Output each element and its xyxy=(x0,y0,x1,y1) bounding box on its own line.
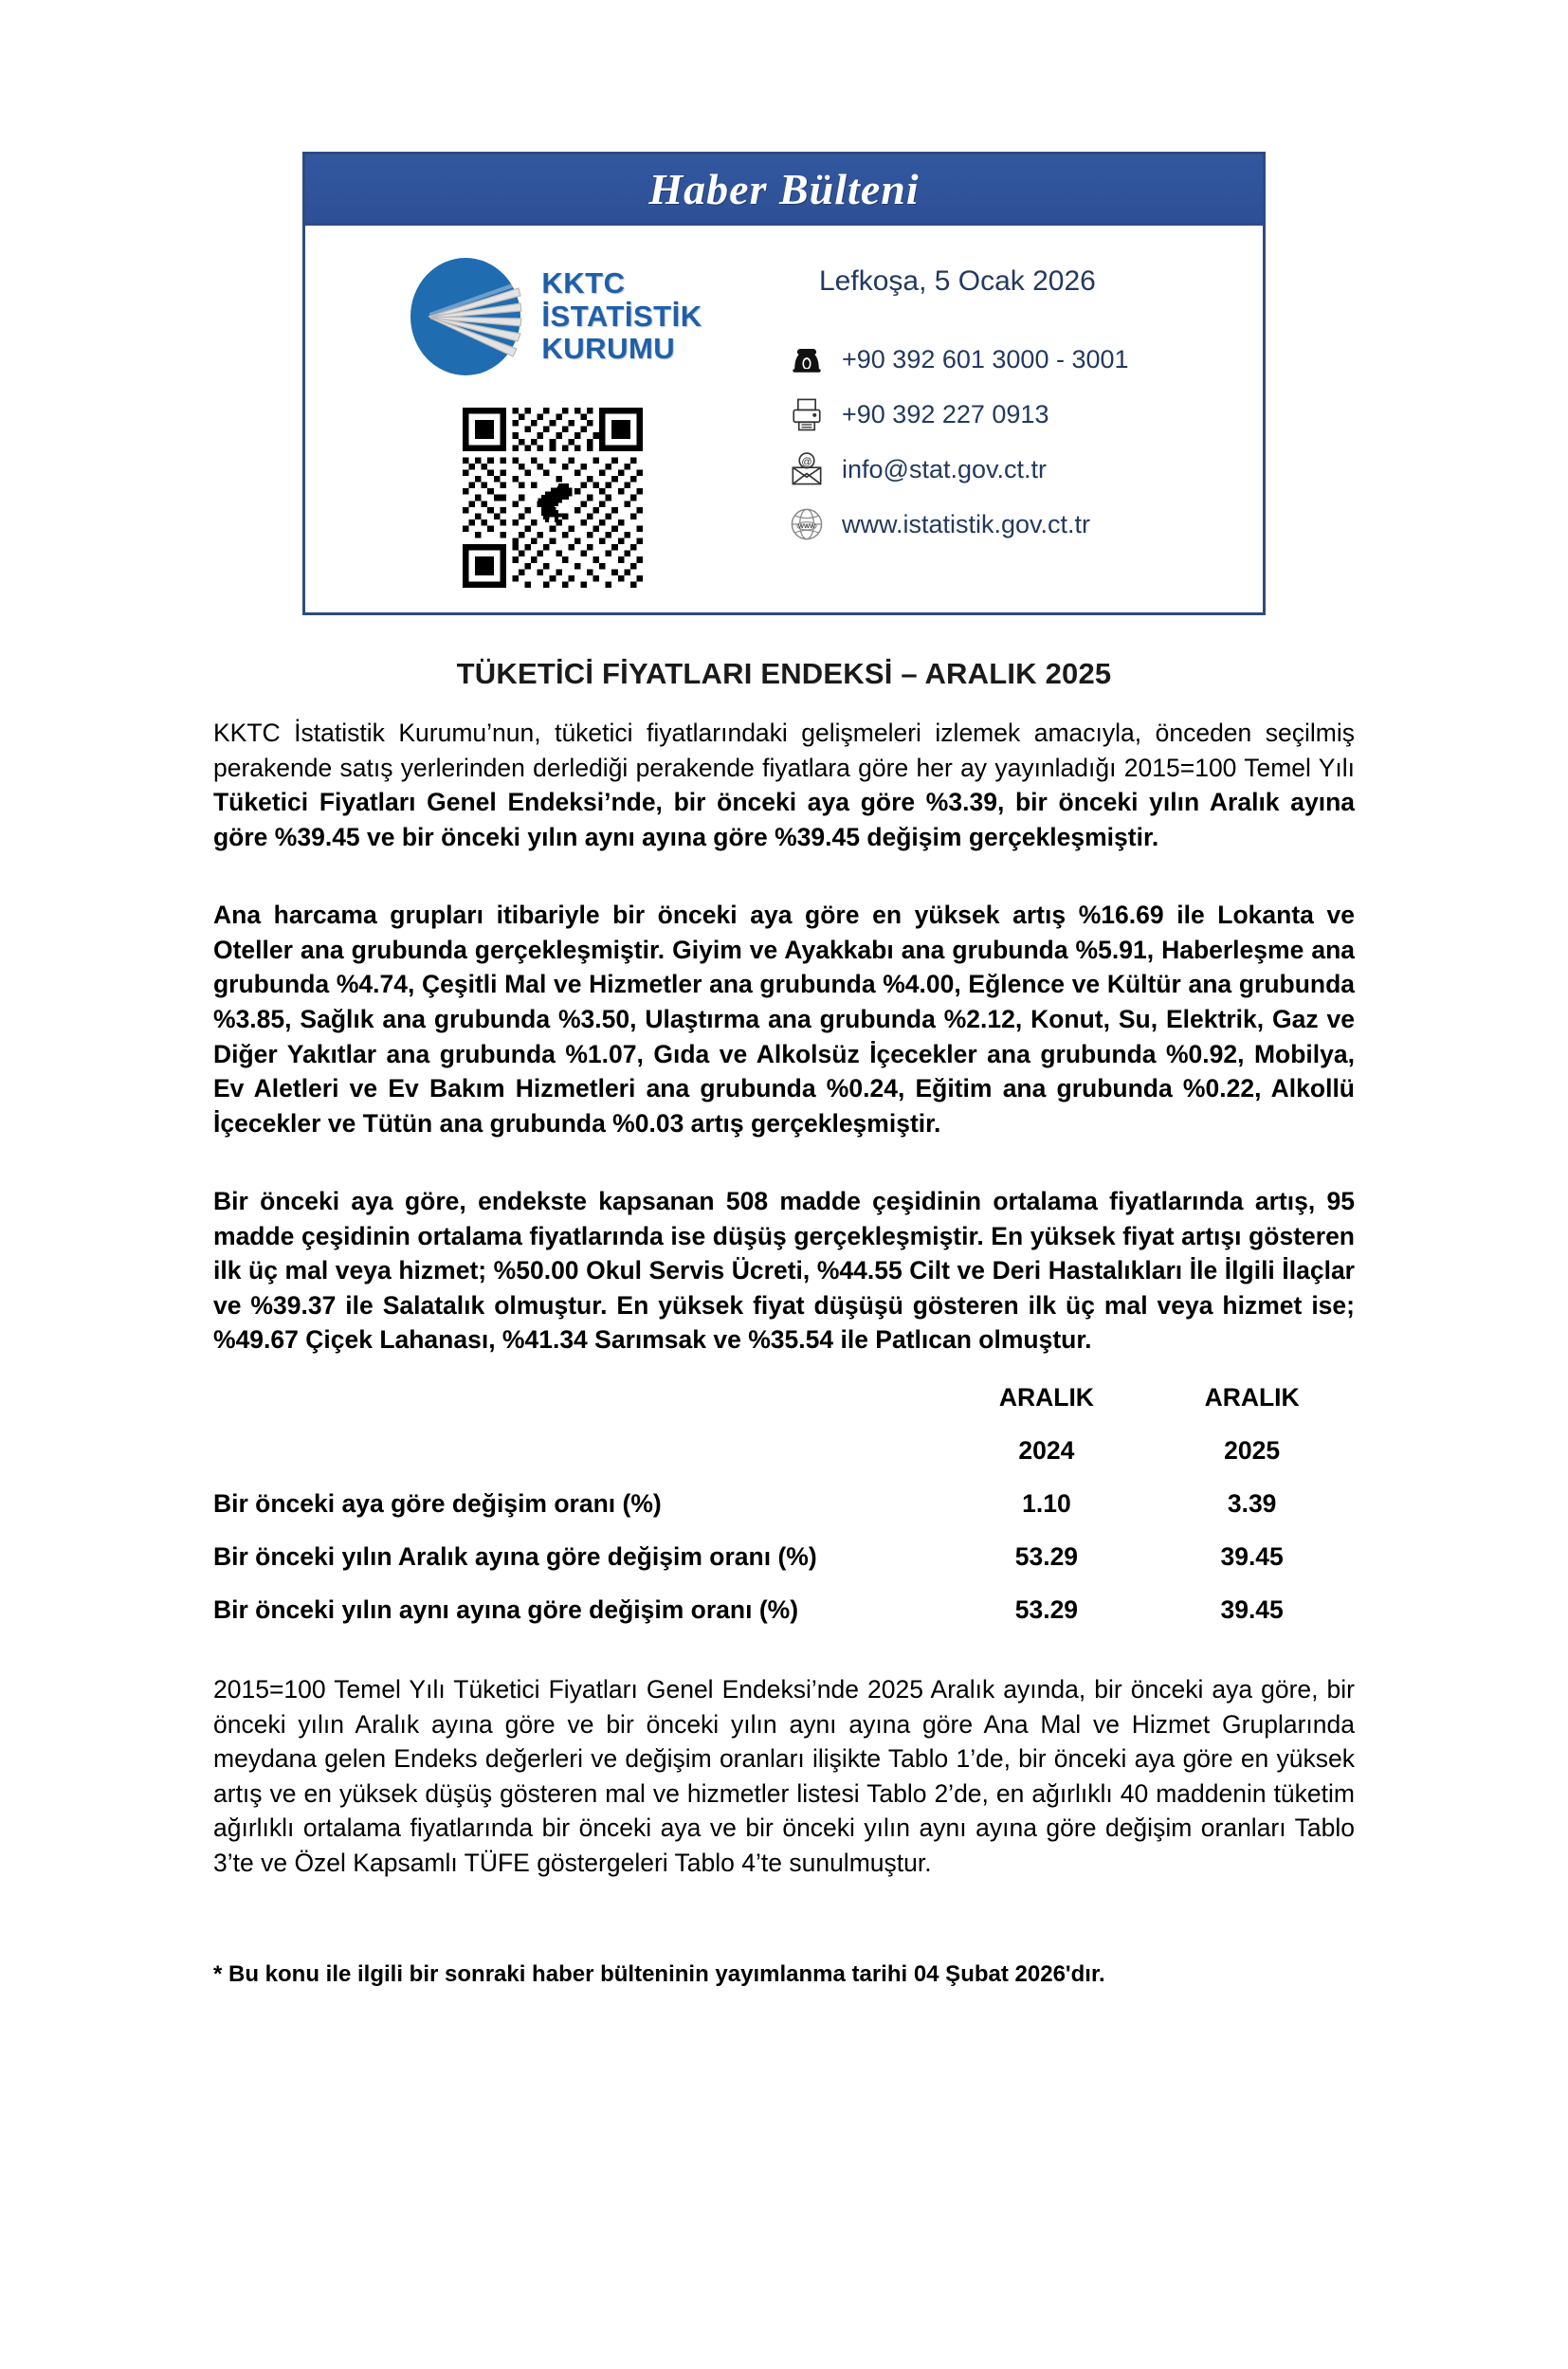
place-and-date: Lefkoşa, 5 Ocak 2026 xyxy=(819,265,1096,297)
contact-email xyxy=(785,447,1238,491)
row-value-2024: 53.29 xyxy=(1014,1595,1079,1624)
spacer xyxy=(213,1880,1355,1923)
header-right-column xyxy=(775,248,1238,588)
logo-wordmark xyxy=(541,267,702,366)
table-header-row-month xyxy=(213,1369,1355,1416)
header-year-2025: 2025 xyxy=(1224,1436,1281,1465)
table-row xyxy=(213,1522,1355,1576)
paragraph-main-groups: Ana harcama grupları itibariyle bir önceki aya göre en yüksek artış %16.69 ile Lokanta ve Oteller ana grubunda gerçekleşmiştir. Giyim ve Ayakkabı ana grubunda %5.91, Haberleşme ana grubunda %4.74, Çeşitli Mal ve Hizmetler ana grubunda %4.00, Eğlence ve Kültür ana grubunda %3.85, Sağlık ana grubunda %3.50, Ulaştırma ana grubunda %2.12, Konut, Su, Elektrik, Gaz ve Diğer Yakıtlar ana grubunda %1.07, Gıda ve Alkolsüz İçecekler ana grubunda %0.92, Mobilya, Ev Aletleri ve Ev Bakım Hizmetleri ana grubunda %0.24, Eğitim ana grubunda %0.22, Alkollü İçecekler ve Tütün ana grubunda %0.03 artış gerçekleşmiştir. xyxy=(213,901,1355,1138)
paragraph-intro-plain: KKTC İstatistik Kurumu’nun, tüketici fiyatlarındaki gelişmeleri izlemek amacıyla, önceden seçilmiş perakende satış yerlerinden derlediği perakende fiyatlara göre her ay yayınladığı 2015=100 Temel Yılı xyxy=(213,719,1355,782)
header-blank-1 xyxy=(213,1369,944,1416)
globe-www-icon xyxy=(785,502,829,546)
logo-line-kktc: KKTC xyxy=(541,265,626,300)
table-head xyxy=(213,1369,1355,1469)
spacer xyxy=(213,1923,1355,1961)
change-rates-table xyxy=(213,1369,1355,1629)
paragraph-item-extremes: Bir önceki aya göre, endekste kapsanan 508 madde çeşidinin ortalama fiyatlarında artış, 95 madde çeşidinin ortalama fiyatlarında ise düşüş gerçekleşmiştir. En yüksek fiyat artışı gösteren ilk üç mal veya hizmet; %50.00 Okul Servis Ücreti, %44.55 Cilt ve Deri Hastalıkları İle İlgili İlaçlar ve %39.37 ile Salatalık olmuştur. En yüksek fiyat düşüşü gösteren ilk üç mal veya hizmet ise; %49.67 Çiçek Lahanası, %41.34 Sarımsak ve %35.54 ile Patlıcan olmuştur. xyxy=(213,1187,1355,1355)
phone-number: +90 392 601 3000 - 3001 xyxy=(842,344,1129,374)
contact-fax xyxy=(785,392,1238,436)
row-value-2025: 3.39 xyxy=(1227,1489,1277,1518)
logo-line-istatistik: İSTATİSTİK xyxy=(541,299,702,333)
phone-icon xyxy=(785,337,829,381)
header-body xyxy=(305,226,1263,612)
header-year-2024: 2024 xyxy=(1018,1436,1075,1465)
page-title: TÜKETİCİ FİYATLARI ENDEKSİ – ARALIK 2025 xyxy=(456,657,1112,690)
paragraph-tables-reference: 2015=100 Temel Yılı Tüketici Fiyatları Genel Endeksi’nde 2025 Aralık ayında, bir önceki aya göre, bir önceki yılın Aralık ayına göre ve bir önceki yılın aynı ayına göre Ana Mal ve Hizmet Gruplarında meydana gelen Endeks değerleri ve değişim oranları ilişikte Tablo 1’de, bir önceki aya göre en yüksek artış ve en yüksek düşüş gösteren mal ve hizmetler listesi Tablo 2’de, en ağırlıklı 40 maddenin tüketim ağırlıklı ortalama fiyatlarında bir önceki aya ve bir önceki yılın aynı ayına göre değişim oranları Tablo 3’te ve Özel Kapsamlı TÜFE göstergeleri Tablo 4’te sunulmuştur. xyxy=(213,1675,1355,1877)
table-row xyxy=(213,1576,1355,1629)
table-header-row-year xyxy=(213,1416,1355,1469)
header-banner xyxy=(305,155,1263,226)
bulletin-page xyxy=(0,152,1568,2369)
fax-number: +90 392 227 0913 xyxy=(842,399,1049,428)
qr-code-icon[interactable] xyxy=(463,408,643,588)
bulletin-header-card xyxy=(302,152,1266,615)
row-label: Bir önceki aya göre değişim oranı (%) xyxy=(213,1489,662,1518)
header-left-column xyxy=(330,248,775,588)
email-envelope-icon xyxy=(785,447,829,491)
kktc-statistics-fan-logo-icon xyxy=(403,254,528,379)
contact-phone xyxy=(785,337,1238,381)
row-value-2024: 53.29 xyxy=(1014,1542,1079,1571)
organization-logo xyxy=(403,254,702,379)
paragraph-intro-emphasis: Tüketici Fiyatları Genel Endeksi’nde, bir önceki aya göre %3.39, bir önceki yılın Aralık ayına göre %39.45 ve bir önceki yılın aynı ayına göre %39.45 değişim gerçekleşmiştir. xyxy=(213,788,1355,851)
fax-printer-icon xyxy=(785,392,829,436)
svg-text:@: @ xyxy=(801,456,812,468)
spacer xyxy=(213,1140,1355,1184)
header-blank-2 xyxy=(213,1416,944,1469)
row-value-2024: 1.10 xyxy=(1022,1489,1071,1518)
contact-list xyxy=(785,337,1238,546)
paragraph-intro xyxy=(213,716,1355,854)
row-value-2025: 39.45 xyxy=(1220,1595,1284,1624)
svg-text:WWW: WWW xyxy=(797,523,816,531)
row-label: Bir önceki yılın aynı ayına göre değişim oranı (%) xyxy=(213,1595,799,1624)
row-value-2025: 39.45 xyxy=(1220,1542,1284,1571)
table-row xyxy=(213,1469,1355,1522)
banner-title: Haber Bülteni xyxy=(648,164,920,213)
row-label: Bir önceki yılın Aralık ayına göre değişim oranı (%) xyxy=(213,1542,817,1571)
email-address: info@stat.gov.ct.tr xyxy=(842,454,1047,483)
header-month-2025: ARALIK xyxy=(1204,1383,1300,1412)
table-body xyxy=(213,1469,1355,1629)
spacer xyxy=(213,854,1355,898)
header-month-2024: ARALIK xyxy=(998,1383,1094,1412)
footnote-next-release: * Bu konu ile ilgili bir sonraki haber bülteninin yayımlanma tarihi 04 Şubat 2026'dır. xyxy=(213,1961,1105,1988)
logo-line-kurumu: KURUMU xyxy=(541,332,676,366)
spacer xyxy=(213,1629,1355,1672)
contact-website xyxy=(785,502,1238,546)
website-url: www.istatistik.gov.ct.tr xyxy=(842,509,1091,538)
